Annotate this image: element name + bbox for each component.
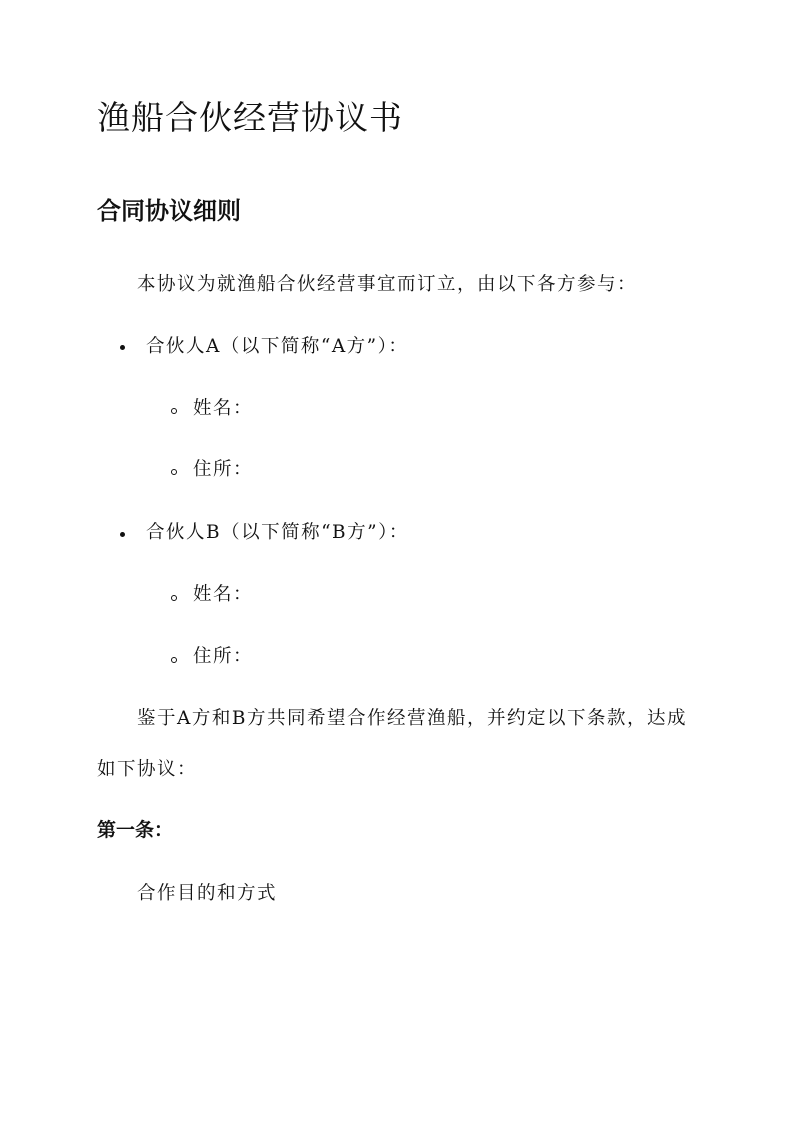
circle-bullet-icon	[171, 595, 177, 601]
intro-paragraph: 本协议为就渔船合伙经营事宜而订立，由以下各方参与：	[137, 274, 638, 295]
bullet-dot-icon	[120, 532, 125, 537]
party-b-address-field: 住所：	[193, 646, 254, 667]
party-a-label: 合伙人A（以下简称“A方”）：	[146, 336, 409, 357]
circle-bullet-icon	[171, 657, 177, 663]
circle-bullet-icon	[171, 408, 177, 414]
party-b-name-field: 姓名：	[193, 584, 254, 605]
whereas-line-2: 如下协议：	[97, 759, 198, 780]
party-a-address-field: 住所：	[193, 459, 254, 480]
circle-bullet-icon	[171, 469, 177, 475]
whereas-line-1: 鉴于A方和B方共同希望合作经营渔船，并约定以下条款，达成	[137, 708, 687, 729]
document-title: 渔船合伙经营协议书	[97, 98, 403, 137]
section-heading: 合同协议细则	[97, 196, 241, 225]
article-1-title: 合作目的和方式	[137, 883, 278, 904]
article-1-heading: 第一条：	[97, 819, 174, 841]
bullet-dot-icon	[120, 345, 125, 350]
party-a-name-field: 姓名：	[193, 398, 254, 419]
party-b-label: 合伙人B（以下简称“B方”）：	[146, 522, 409, 543]
